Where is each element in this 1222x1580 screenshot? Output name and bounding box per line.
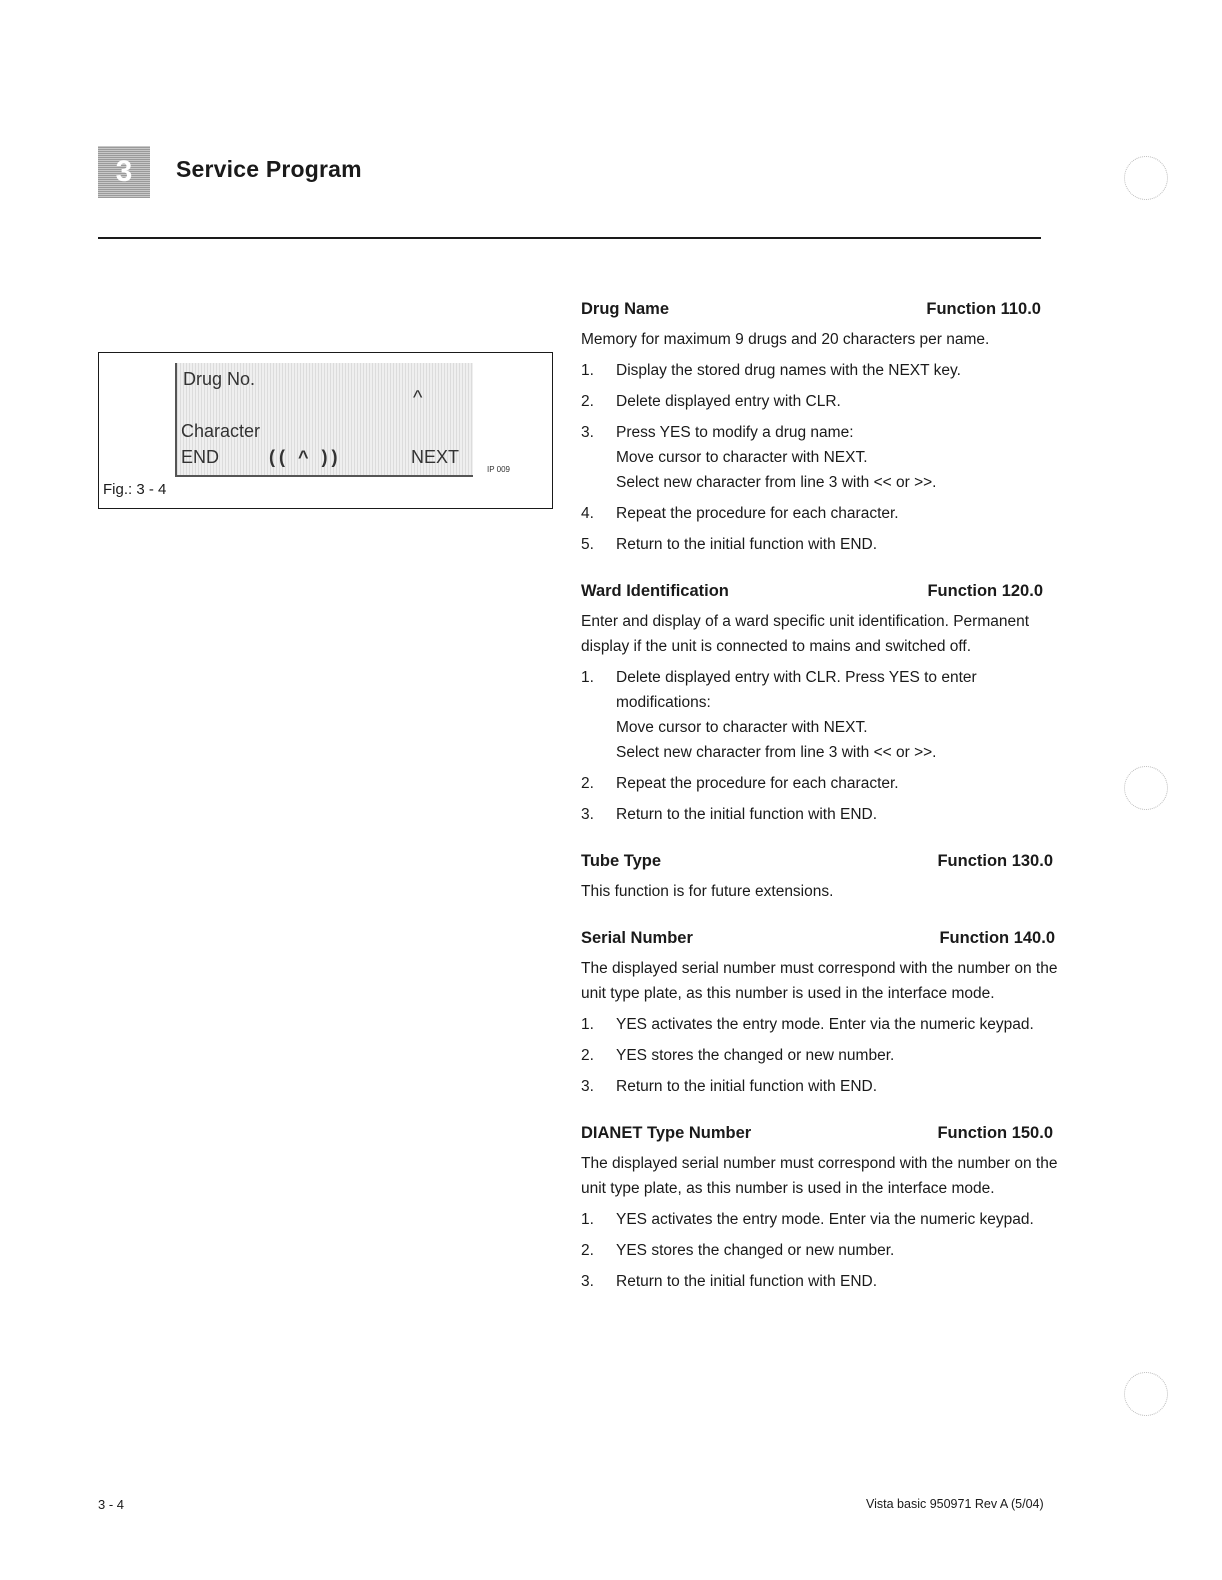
step-number: 2. bbox=[581, 775, 594, 792]
step-number: 3. bbox=[581, 424, 594, 441]
figure-lcd-display bbox=[98, 352, 553, 509]
step-text: Return to the initial function with END. bbox=[616, 806, 878, 823]
step-number: 3. bbox=[581, 1273, 594, 1290]
section-drug-name bbox=[581, 300, 1059, 563]
punch-hole-icon bbox=[1124, 156, 1168, 200]
lcd-character: Character bbox=[181, 421, 261, 441]
list-item bbox=[581, 1012, 1059, 1037]
step-list bbox=[581, 1207, 1059, 1294]
step-number: 2. bbox=[581, 393, 594, 410]
list-item bbox=[581, 1269, 1059, 1294]
list-item bbox=[581, 665, 1059, 765]
list-item bbox=[581, 802, 1059, 827]
step-list bbox=[581, 1012, 1059, 1099]
section-header bbox=[581, 300, 1059, 319]
step-number: 2. bbox=[581, 1242, 594, 1259]
step-text: Return to the initial function with END. bbox=[616, 1078, 878, 1095]
section-title: Serial Number bbox=[581, 929, 693, 947]
step-text: Delete displayed entry with CLR. Press YES to enter modifications: bbox=[616, 669, 977, 711]
step-number: 1. bbox=[581, 362, 594, 379]
lcd-arrows: (( ^ )) bbox=[269, 447, 342, 467]
step-text: YES stores the changed or new number. bbox=[616, 1242, 895, 1259]
section-header bbox=[581, 1124, 1059, 1143]
list-item bbox=[581, 1238, 1059, 1263]
lcd-caret-icon: ^ bbox=[413, 387, 423, 409]
figure-code: IP 009 bbox=[487, 465, 510, 474]
step-number: 1. bbox=[581, 669, 594, 686]
step-text: Move cursor to character with NEXT. bbox=[616, 719, 868, 736]
section-header bbox=[581, 582, 1059, 601]
section-function: Function 120.0 bbox=[927, 582, 1043, 600]
step-text: YES activates the entry mode. Enter via the numeric keypad. bbox=[616, 1211, 1034, 1228]
section-title: Drug Name bbox=[581, 300, 670, 318]
list-item bbox=[581, 1043, 1059, 1068]
lcd-end: END bbox=[181, 447, 220, 467]
step-number: 3. bbox=[581, 806, 594, 823]
step-text: YES stores the changed or new number. bbox=[616, 1047, 895, 1064]
step-text: Select new character from line 3 with << or >>. bbox=[616, 744, 937, 761]
section-intro: This function is for future extensions. bbox=[581, 883, 834, 900]
lcd-next: NEXT bbox=[411, 447, 460, 467]
section-title: Ward Identification bbox=[581, 582, 729, 600]
step-text: Repeat the procedure for each character. bbox=[616, 775, 899, 792]
section-tube-type bbox=[581, 852, 1059, 904]
section-intro: Enter and display of a ward specific unit identification. Permanent display if the unit is connected to mains and switched off. bbox=[581, 613, 1030, 655]
list-item bbox=[581, 501, 1059, 526]
step-number: 4. bbox=[581, 505, 594, 522]
step-list bbox=[581, 665, 1059, 827]
section-dianet-type-number bbox=[581, 1124, 1059, 1300]
list-item bbox=[581, 389, 1059, 414]
punch-hole-icon bbox=[1124, 766, 1168, 810]
step-text: Delete displayed entry with CLR. bbox=[616, 393, 841, 410]
step-text: YES activates the entry mode. Enter via the numeric keypad. bbox=[616, 1016, 1034, 1033]
list-item bbox=[581, 1074, 1059, 1099]
list-item bbox=[581, 532, 1059, 557]
step-number: 3. bbox=[581, 1078, 594, 1095]
section-header bbox=[581, 852, 1059, 871]
section-function: Function 130.0 bbox=[937, 852, 1053, 870]
step-text: Return to the initial function with END. bbox=[616, 1273, 878, 1290]
section-intro: Memory for maximum 9 drugs and 20 characters per name. bbox=[581, 331, 990, 348]
section-title: DIANET Type Number bbox=[581, 1124, 752, 1142]
lcd-screen bbox=[175, 363, 473, 477]
step-number: 1. bbox=[581, 1016, 594, 1033]
page-title: Service Program bbox=[176, 156, 362, 182]
step-text: Display the stored drug names with the NEXT key. bbox=[616, 362, 961, 379]
list-item bbox=[581, 771, 1059, 796]
step-number: 5. bbox=[581, 536, 594, 553]
section-title: Tube Type bbox=[581, 852, 662, 870]
page-number: 3 - 4 bbox=[98, 1497, 125, 1512]
section-function: Function 150.0 bbox=[937, 1124, 1053, 1142]
section-function: Function 110.0 bbox=[926, 300, 1041, 318]
section-ward-identification bbox=[581, 582, 1059, 833]
section-serial-number bbox=[581, 929, 1059, 1105]
step-number: 1. bbox=[581, 1211, 594, 1228]
list-item bbox=[581, 1207, 1059, 1232]
header-rule bbox=[98, 237, 1041, 239]
step-text: Select new character from line 3 with << or >>. bbox=[616, 474, 937, 491]
section-intro: The displayed serial number must correspond with the number on the unit type plate, as this number is used in the interface mode. bbox=[581, 960, 1058, 1002]
section-intro: The displayed serial number must correspond with the number on the unit type plate, as this number is used in the interface mode. bbox=[581, 1155, 1058, 1197]
punch-hole-icon bbox=[1124, 1372, 1168, 1416]
figure-label: Fig.: 3 - 4 bbox=[103, 481, 167, 498]
list-item bbox=[581, 358, 1059, 383]
chapter-tab bbox=[98, 146, 150, 198]
section-function: Function 140.0 bbox=[939, 929, 1055, 947]
section-header bbox=[581, 929, 1059, 948]
step-list bbox=[581, 358, 1059, 557]
document-reference: Vista basic 950971 Rev A (5/04) bbox=[866, 1497, 1044, 1511]
step-number: 2. bbox=[581, 1047, 594, 1064]
step-text: Move cursor to character with NEXT. bbox=[616, 449, 868, 466]
step-text: Press YES to modify a drug name: bbox=[616, 424, 854, 441]
step-text: Return to the initial function with END. bbox=[616, 536, 878, 553]
chapter-number: 3 bbox=[115, 155, 133, 188]
step-text: Repeat the procedure for each character. bbox=[616, 505, 899, 522]
list-item bbox=[581, 420, 1059, 495]
lcd-drug-no: Drug No. bbox=[183, 369, 256, 389]
